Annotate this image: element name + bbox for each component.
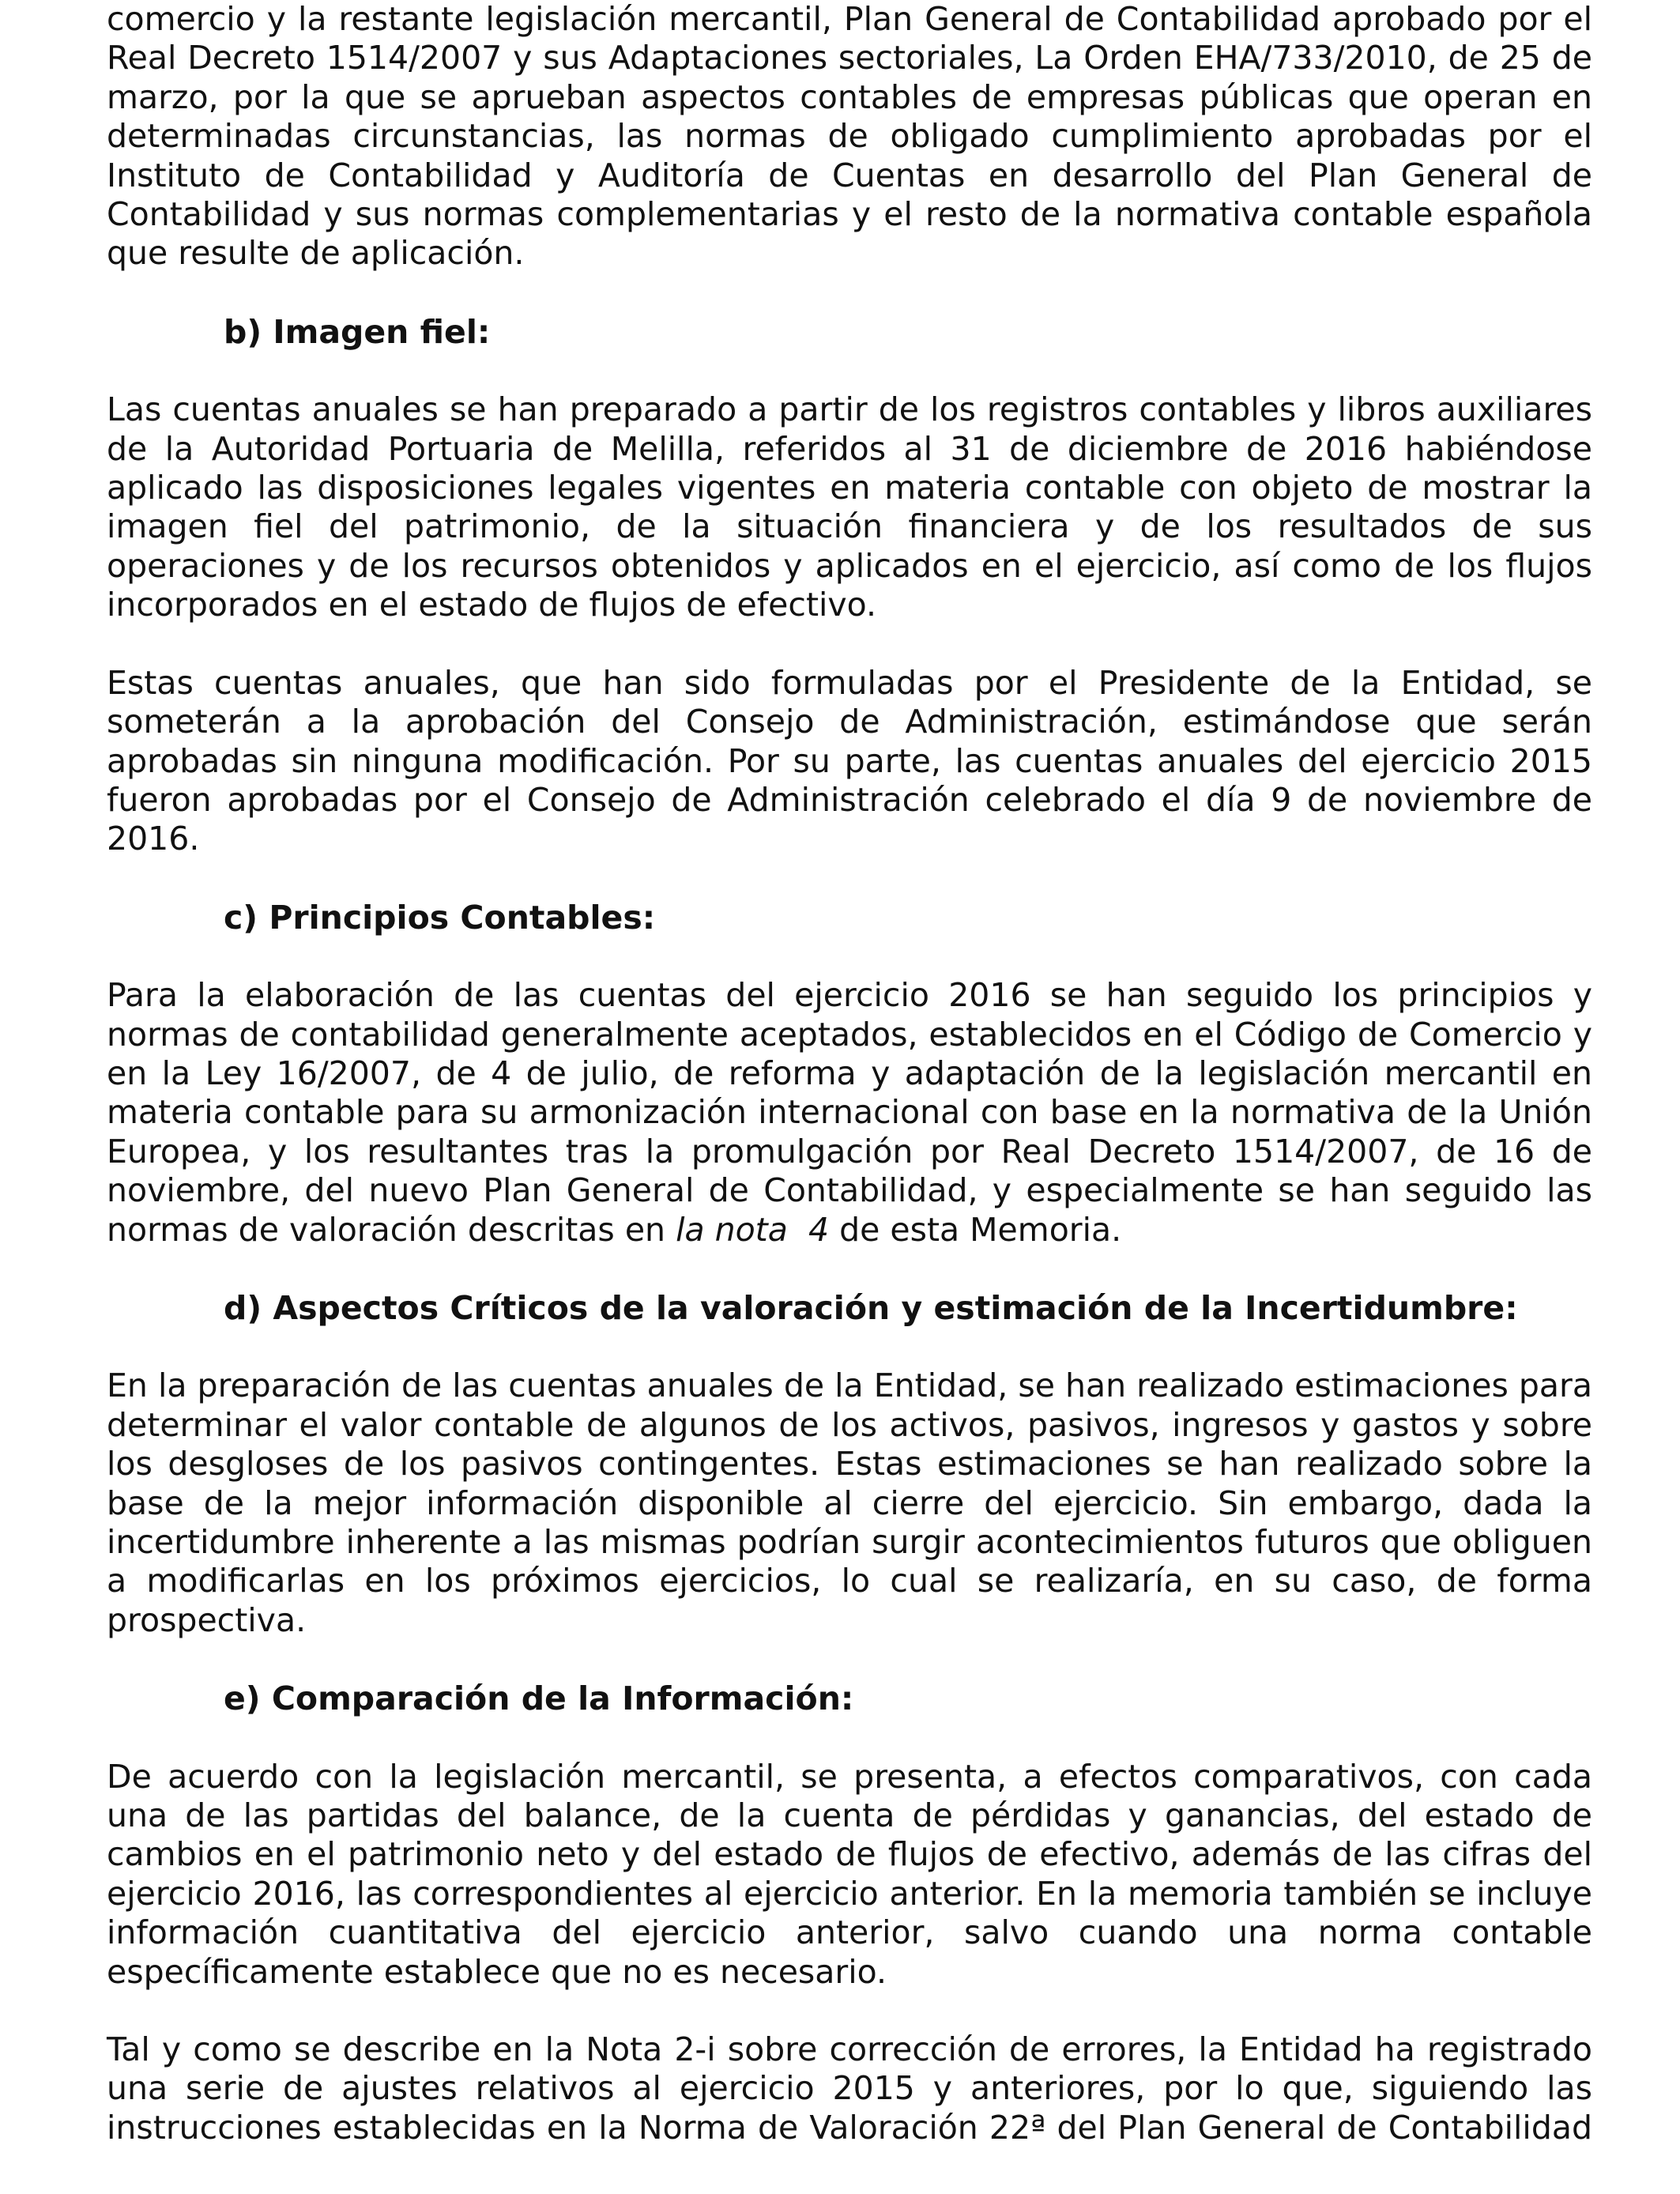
intro-paragraph: comercio y la restante legislación mercantil, Plan General de Contabilidad aprobado por el Real Decreto 1514/2007 y sus Adaptaciones sectoriales, La Orden EHA/733/2010, de 25 de marzo, por la que se aprueban aspectos contables de empresas públicas que operan en determinadas circunstancias, las normas de obligado cumplimiento aprobadas por el Instituto de Contabilidad y Auditoría de Cuentas en desarrollo del Plan General de Contabilidad y sus normas complementarias y el resto de la normativa contable española que resulte de aplicación. — [107, 0, 1592, 273]
section-c-paragraph — [107, 976, 1592, 1250]
section-d-heading: d) Aspectos Críticos de la valoración y estimación de la Incertidumbre: — [224, 1288, 1518, 1327]
document-page — [107, 0, 1592, 2147]
section-c-heading: c) Principios Contables: — [224, 898, 656, 937]
section-e-paragraph-1: De acuerdo con la legislación mercantil, se presenta, a efectos comparativos, con cada una de las partidas del balance, de la cuenta de pérdidas y ganancias, del estado de cambios en el patrimonio neto y del estado de flujos de efectivo, además de las cifras del ejercicio 2016, las correspondientes al ejercicio anterior. En la memoria también se incluye información cuantitativa del ejercicio anterior, salvo cuando una norma contable específicamente establece que no es necesario. — [107, 1757, 1592, 1991]
section-e-paragraph-2: Tal y como se describe en la Nota 2-i sobre corrección de errores, la Entidad ha registrado una serie de ajustes relativos al ejercicio 2015 y anteriores, por lo que, siguiendo las instrucciones establecidas en la Norma de Valoración 22ª del Plan General de Contabilidad — [107, 2030, 1592, 2147]
section-b-heading: b) Imagen fiel: — [224, 312, 491, 351]
section-e-heading: e) Comparación de la Información: — [224, 1679, 854, 1718]
section-d-paragraph-1: En la preparación de las cuentas anuales de la Entidad, se han realizado estimaciones para determinar el valor contable de algunos de los activos, pasivos, ingresos y gastos y sobre los desgloses de los pasivos contingentes. Estas estimaciones se han realizado sobre la base de la mejor información disponible al cierre del ejercicio. Sin embargo, dada la incertidumbre inherente a las mismas podrían surgir acontecimientos futuros que obliguen a modificarlas en los próximos ejercicios, lo cual se realizaría, en su caso, de forma prospectiva. — [107, 1367, 1592, 1639]
section-b-paragraph-2: Estas cuentas anuales, que han sido formuladas por el Presidente de la Entidad, se someterán a la aprobación del Consejo de Administración, estimándose que serán aprobadas sin ninguna modificación. Por su parte, las cuentas anuales del ejercicio 2015 fueron aprobadas por el Consejo de Administración celebrado el día 9 de noviembre de 2016. — [107, 663, 1592, 858]
section-c-text-before-ref: Para la elaboración de las cuentas del ejercicio 2016 se han seguido los principios y normas de contabilidad generalmente aceptados, establecidos en el Código de Comercio y en la Ley 16/2007, de 4 de julio, de reforma y adaptación de la legislación mercantil en materia contable para su armonización internacional con base en la normativa de la Unión Europea, y los resultantes tras la promulgación por Real Decreto 1514/2007, de 16 de noviembre, del nuevo Plan General de Contabilidad, y especialmente se han seguido las normas de valoración descritas en — [107, 976, 1592, 1249]
section-c-note-reference: la nota 4 — [676, 1210, 830, 1249]
section-b-paragraph-1: Las cuentas anuales se han preparado a partir de los registros contables y libros auxiliares de la Autoridad Portuaria de Melilla, referidos al 31 de diciembre de 2016 habiéndose aplicado las disposiciones legales vigentes en materia contable con objeto de mostrar la imagen fiel del patrimonio, de la situación financiera y de los resultados de sus operaciones y de los recursos obtenidos y aplicados en el ejercicio, así como de los flujos incorporados en el estado de flujos de efectivo. — [107, 390, 1592, 624]
section-c-text-after-ref: de esta Memoria. — [829, 1210, 1122, 1249]
